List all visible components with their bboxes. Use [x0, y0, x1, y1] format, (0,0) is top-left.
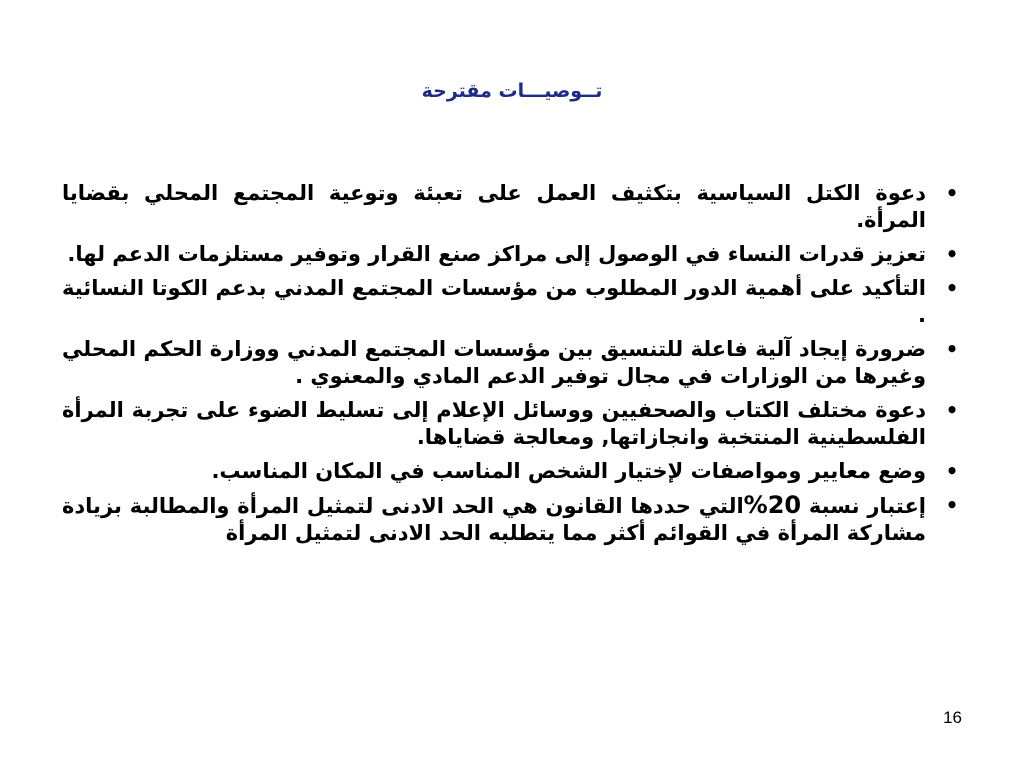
- list-item: [62, 275, 962, 329]
- list-item: [62, 492, 962, 547]
- list-item: [62, 397, 962, 451]
- bullet-text: التأكيد على أهمية الدور المطلوب من مؤسسات المجتمع المدني بدعم الكوتا النسائية .: [62, 276, 926, 327]
- bullet-icon: •: [945, 242, 959, 266]
- bullet-icon: •: [945, 337, 959, 361]
- bullet-text-after: التي حددها القانون هي الحد الادنى لتمثيل المرأة والمطالبة بزيادة مشاركة المرأة في القوائم أكثر مما يتطلبه الحد الادنى لتمثيل المرأة: [62, 494, 926, 545]
- bullet-text-before: إعتبار نسبة: [801, 494, 926, 518]
- list-item: [62, 180, 962, 234]
- bullet-text: دعوة الكتل السياسية بتكثيف العمل على تعبئة وتوعية المجتمع المحلي بقضايا المرأة.: [62, 181, 926, 232]
- list-item: [62, 458, 962, 485]
- bullet-text: دعوة مختلف الكتاب والصحفيين ووسائل الإعلام إلى تسليط الضوء على تجربة المرأة الفلسطينية المنتخبة وانجازاتها, ومعالجة قضاياها.: [62, 398, 926, 449]
- percentage-highlight: 20%: [743, 491, 802, 519]
- bullet-icon: •: [945, 181, 959, 205]
- bullet-icon: •: [945, 459, 959, 483]
- slide-title: تــوصيـــات مقترحة: [421, 80, 603, 102]
- bullet-text: تعزيز قدرات النساء في الوصول إلى مراكز صنع القرار وتوفير مستلزمات الدعم لها.: [67, 242, 926, 266]
- recommendations-list: [62, 180, 962, 554]
- bullet-text: وضع معايير ومواصفات لإختيار الشخص المناسب في المكان المناسب.: [211, 459, 926, 483]
- list-item: [62, 241, 962, 268]
- bullet-icon: •: [945, 493, 959, 517]
- list-item: [62, 336, 962, 390]
- bullet-icon: •: [945, 276, 959, 300]
- page-number: 16: [943, 708, 962, 727]
- bullet-icon: •: [945, 398, 959, 422]
- bullet-text: ضرورة إيجاد آلية فاعلة للتنسيق بين مؤسسات المجتمع المدني ووزارة الحكم المحلي وغيرها من الوزارات في مجال توفير الدعم المادي والمعنوي .: [62, 337, 926, 388]
